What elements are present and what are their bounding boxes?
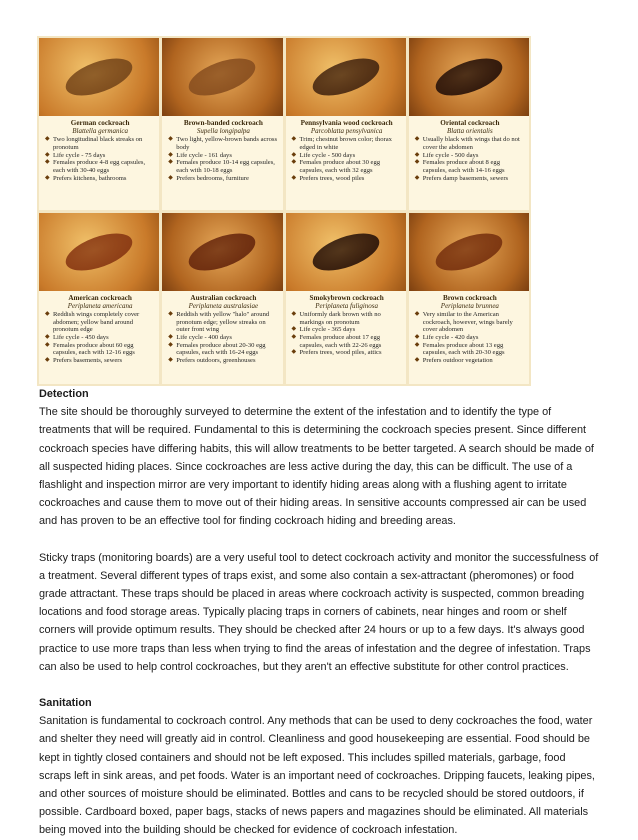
species-facts [45, 136, 155, 182]
species-card [39, 38, 159, 210]
cockroach-icon [61, 51, 137, 103]
cockroach-icon [308, 225, 384, 277]
species-fact: ◆ Life cycle - 75 days [45, 152, 155, 160]
species-fact: ◆ Females produce 4-8 egg capsules, each with 30-40 eggs [45, 159, 155, 174]
species-fact: ◆ Females produce about 8 egg capsules, each with 14-16 eggs [415, 159, 525, 174]
species-latin-name: Periplaneta americana [67, 301, 133, 310]
detection-heading: Detection [39, 388, 89, 400]
cockroach-species-chart [37, 36, 531, 386]
species-fact: ◆ Females produce about 17 egg capsules, each with 22-26 eggs [292, 334, 402, 349]
species-fact: ◆ Two longitudinal black streaks on pronotum [45, 136, 155, 151]
species-fact: ◆ Two light, yellow-brown bands across body [168, 136, 278, 151]
species-fact: ◆ Females produce about 30 egg capsules, each with 32 eggs [292, 159, 402, 174]
species-facts [415, 136, 525, 182]
species-fact: ◆ Prefers trees, wood piles [292, 175, 402, 183]
cockroach-icon [431, 51, 507, 103]
species-fact: ◆ Females produce about 20-30 egg capsules, each with 16-24 eggs [168, 342, 278, 357]
detection-paragraph-2: Sticky traps (monitoring boards) are a very useful tool to detect cockroach activity and monitor the successfulness of a treatment. Several different types of traps exist, and some also contain a sex-attractant (pheromones) or food grade attractant. These traps should be placed in areas where cockroach activity is suspected, common breading locations and food storage areas. Typically placing traps in corners of cabinets, near hinges and room or shelf corners will provide optimum results. They should be checked after 24 hours or up to a few days. It's always good practice to use more traps than less when trying to find the areas of infestation and the degree of infestation. Traps can also be used to help control cockroaches, but they aren't an effective substitute for other control practices. [39, 551, 599, 673]
species-fact: ◆ Prefers outdoor vegetation [415, 357, 525, 365]
cockroach-icon [431, 225, 507, 277]
species-card [409, 213, 529, 385]
species-info [409, 116, 529, 210]
cockroach-icon [308, 51, 384, 103]
species-fact: ◆ Trim; chestnut brown color; thorax edged in white [292, 136, 402, 151]
species-info [39, 116, 159, 210]
cockroach-photo [409, 38, 529, 116]
species-fact: ◆ Reddish with yellow "halo" around pronotum edge; yellow streaks on outer front wing [168, 311, 278, 334]
species-fact: ◆ Life cycle - 500 days [292, 152, 402, 160]
species-facts [168, 136, 278, 182]
sanitation-heading: Sanitation [39, 697, 92, 710]
species-fact: ◆ Usually black with wings that do not cover the abdomen [415, 136, 525, 151]
species-fact: ◆ Life cycle - 365 days [292, 326, 402, 334]
species-fact: ◆ Very similar to the American cockroach, however, wings barely cover abdomen [415, 311, 525, 334]
species-facts [45, 311, 155, 364]
detection-section [39, 385, 599, 840]
species-latin-name: Blatta orientalis [447, 127, 493, 136]
detection-paragraph-1: The site should be thoroughly surveyed to determine the extent of the infestation and to identify the type of treatments that will be required. Fundamental to this is determining the cockroach species present. Since different cockroach species have differing habits, this will allow treatments to be better targeted. A search should be made of all suspected hiding places. Since cockroaches are less active during the day, this can be difficult. The use of a flashlight and inspection mirror are very important to identify hiding areas along with a flushing agent to irritate cockroaches and cause them to move out of their hiding areas. In sensitive accounts compressed air can be used and has proven to be an effective tool for finding cockroach hiding and breeding areas. [39, 406, 594, 528]
species-info [162, 291, 282, 385]
species-card [286, 213, 406, 385]
species-name: Brown-banded cockroach [183, 119, 263, 127]
cockroach-photo [286, 38, 406, 116]
species-fact: ◆ Life cycle - 400 days [168, 334, 278, 342]
species-facts [292, 311, 402, 357]
species-latin-name: Periplaneta fuliginosa [315, 301, 379, 310]
species-name: Brown cockroach [442, 293, 497, 302]
species-fact: ◆ Reddish wings completely cover abdomen; yellow band around pronotum edge [45, 311, 155, 334]
species-name: Australian cockroach [190, 293, 257, 302]
cockroach-icon [184, 225, 260, 277]
species-info [409, 291, 529, 385]
cockroach-photo [162, 213, 282, 291]
species-facts [415, 311, 525, 364]
species-card [162, 38, 282, 210]
species-fact: ◆ Prefers kitchens, bathrooms [45, 175, 155, 183]
species-fact: ◆ Prefers outdoors, greenhouses [168, 357, 278, 365]
cockroach-photo [39, 213, 159, 291]
cockroach-photo [409, 213, 529, 291]
species-card [39, 213, 159, 385]
species-latin-name: Blattella germanica [72, 127, 129, 136]
species-fact: ◆ Prefers trees, wood piles, attics [292, 349, 402, 357]
species-name: Oriental cockroach [440, 119, 500, 127]
species-fact: ◆ Life cycle - 450 days [45, 334, 155, 342]
species-facts [168, 311, 278, 364]
species-fact: ◆ Prefers bedrooms, furniture [168, 175, 278, 183]
species-latin-name: Periplaneta brunnea [440, 301, 499, 310]
species-fact: ◆ Uniformly dark brown with no markings on pronotum [292, 311, 402, 326]
species-name: Smokybrown cockroach [309, 293, 384, 302]
species-info [286, 116, 406, 210]
species-name: American cockroach [68, 293, 132, 302]
cockroach-photo [286, 213, 406, 291]
species-fact: ◆ Life cycle - 500 days [415, 152, 525, 160]
species-card [409, 38, 529, 210]
species-name: Pennsylvania wood cockroach [300, 119, 393, 127]
species-fact: ◆ Females produce about 60 egg capsules, each with 12-16 eggs [45, 342, 155, 357]
species-card [286, 38, 406, 210]
species-fact: ◆ Females produce about 13 egg capsules, each with 20-30 eggs [415, 342, 525, 357]
species-latin-name: Supella longipalpa [196, 127, 250, 136]
species-fact: ◆ Life cycle - 161 days [168, 152, 278, 160]
species-name: German cockroach [70, 119, 130, 127]
cockroach-icon [184, 51, 260, 103]
species-info [162, 116, 282, 210]
species-fact: ◆ Life cycle - 420 days [415, 334, 525, 342]
species-fact: ◆ Females produce 10-14 egg capsules, each with 10-18 eggs [168, 159, 278, 174]
species-latin-name: Periplaneta australasiae [188, 301, 259, 310]
sanitation-paragraph: Sanitation is fundamental to cockroach control. Any methods that can be used to deny cockroaches the food, water and shelter they need will greatly aid in control. Cleanliness and good housekeeping are essential. Food should be kept in tightly closed containers and should not be left exposed. This includes spilled materials, garbage, food scraps left in sink areas, and pet foods. Water is an important need of cockroaches. Dripping faucets, leaking pipes, and other sources of moisture should be eliminated. Bottles and cans to be recycled should be stored outdoors, if possible. Cardboard boxed, paper bags, stacks of news papers and magazines should be eliminated. All materials being moved into the building should be checked for evidence of cockroach infestation. [39, 715, 595, 837]
cockroach-photo [162, 38, 282, 116]
species-fact: ◆ Prefers damp basements, sewers [415, 175, 525, 183]
species-fact: ◆ Prefers basements, sewers [45, 357, 155, 365]
species-info [286, 291, 406, 385]
species-card [162, 213, 282, 385]
cockroach-photo [39, 38, 159, 116]
species-facts [292, 136, 402, 182]
cockroach-icon [61, 225, 137, 277]
species-info [39, 291, 159, 385]
species-latin-name: Parcoblatta pensylvanica [310, 127, 383, 136]
